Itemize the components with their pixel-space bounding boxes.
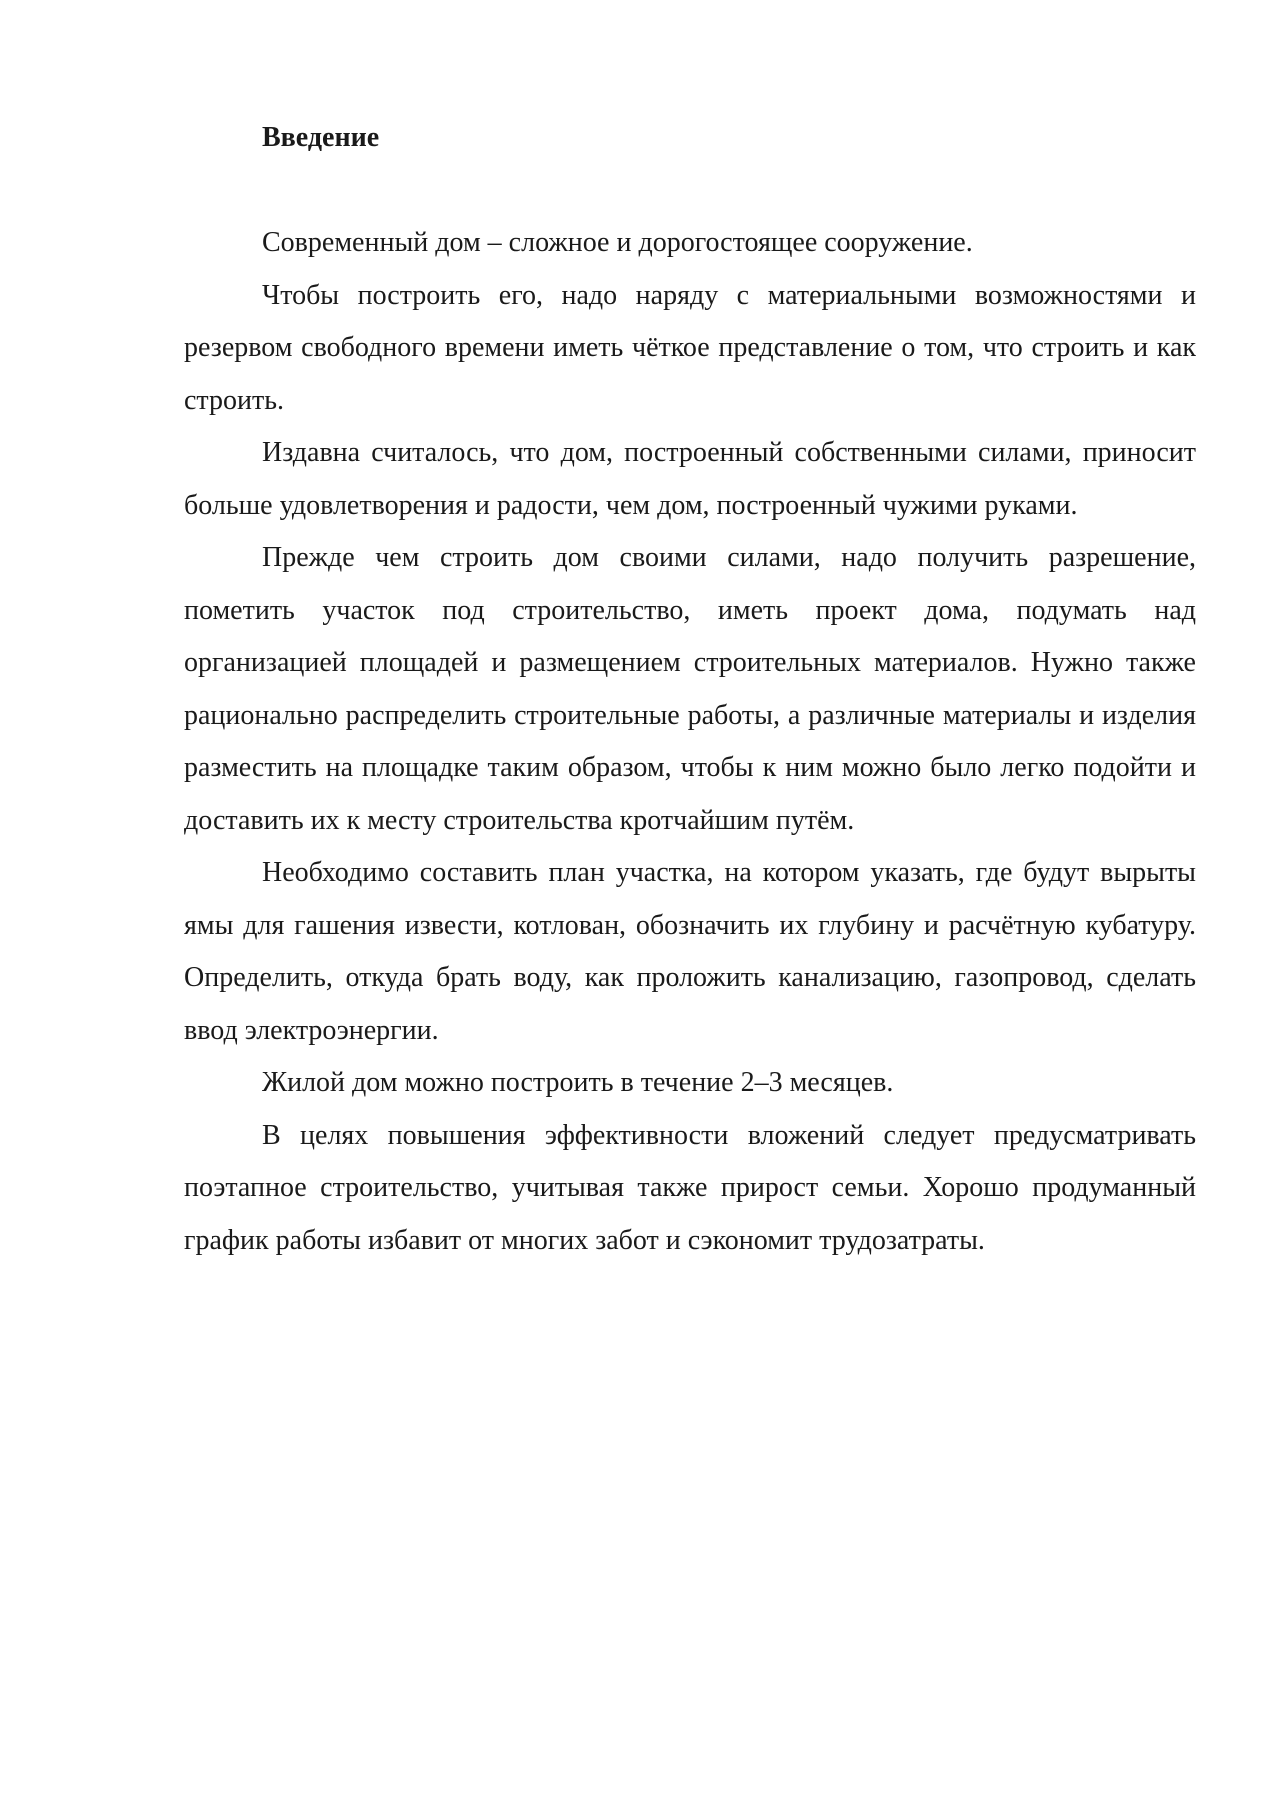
- paragraph-7: В целях повышения эффективности вложений следует предусматривать поэтапное строительство, учитывая также прирост семьи. Хорошо продуманный график работы избавит от многих забот и сэкономит трудозатраты.: [184, 1119, 1196, 1256]
- paragraph-4: Прежде чем строить дом своими силами, надо получить разрешение, пометить участок под строительство, иметь проект дома, подумать над организацией площадей и размещением строительных материалов. Нужно также рационально распределить строительные работы, а различные материалы и изделия разместить на площадке таким образом, чтобы к ним можно было легко подойти и доставить их к месту строительства кротчайшим путём.: [184, 542, 1196, 836]
- paragraph-3: Издавна считалось, что дом, построенный собственными силами, приносит больше удовлетворения и радости, чем дом, построенный чужими руками.: [184, 437, 1196, 521]
- document-body: [184, 112, 1196, 1267]
- section-heading: Введение: [262, 122, 380, 153]
- paragraph-5: Необходимо составить план участка, на котором указать, где будут вырыты ямы для гашения извести, котлован, обозначить их глубину и расчётную кубатуру. Определить, откуда брать воду, как проложить канализацию, газопровод, сделать ввод электроэнергии.: [184, 857, 1196, 1046]
- paragraph-6: Жилой дом можно построить в течение 2–3 месяцев.: [262, 1067, 894, 1098]
- paragraph-2: Чтобы построить его, надо наряду с материальными возможностями и резервом свободного времени иметь чёткое представление о том, что строить и как строить.: [184, 279, 1196, 416]
- paragraph-1: Современный дом – сложное и дорогостоящее сооружение.: [262, 227, 973, 258]
